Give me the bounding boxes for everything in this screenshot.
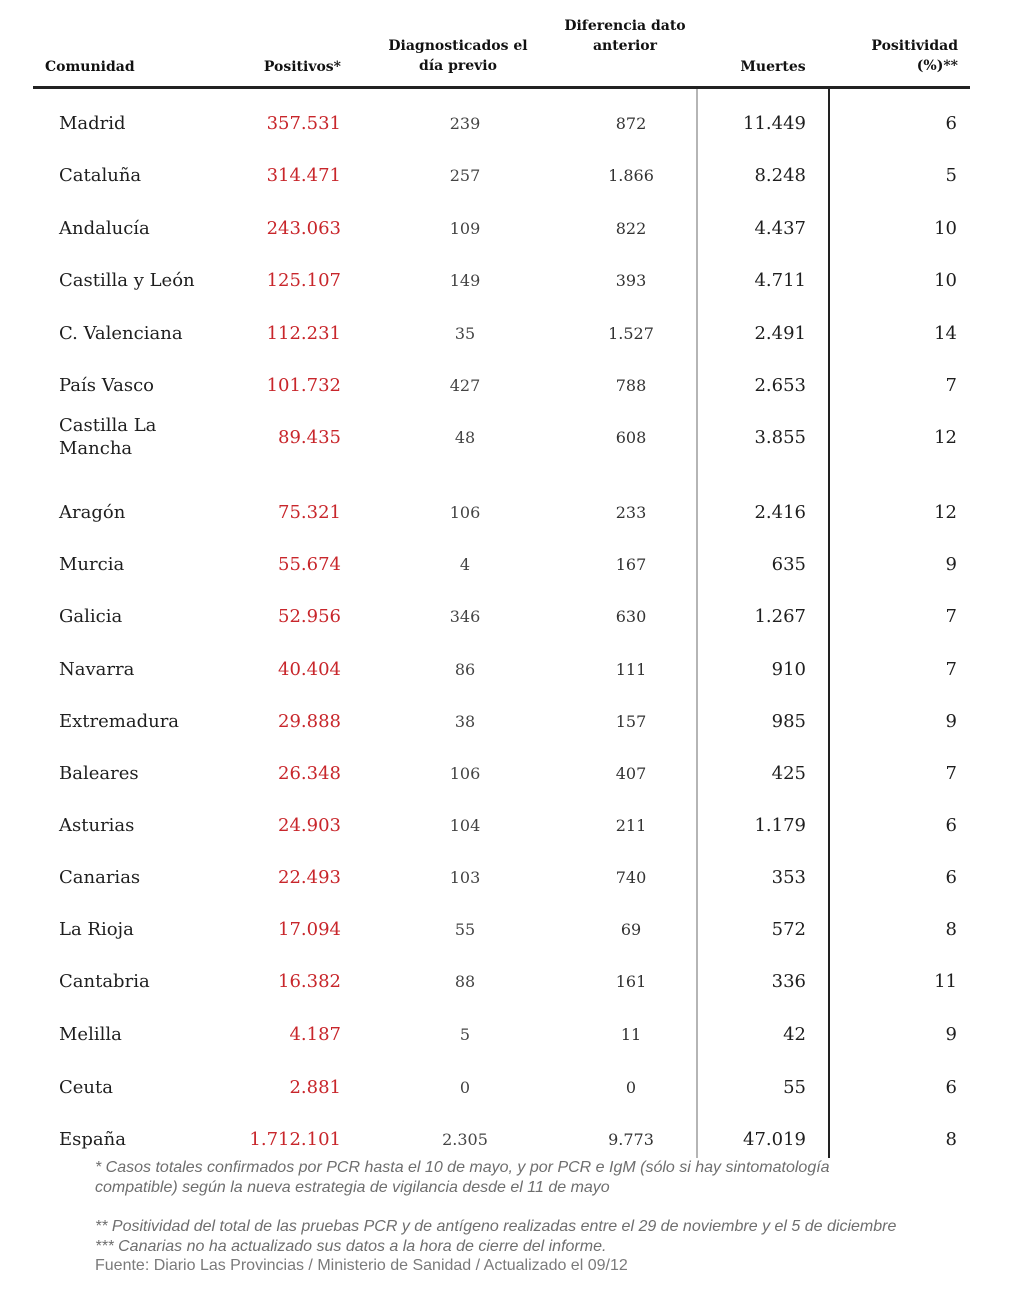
row-diagnosticados: 0 — [459, 1078, 471, 1097]
row-muertes: 42 — [783, 1024, 806, 1045]
header-positividad: Positividad (%)** — [871, 38, 958, 74]
row-diagnosticados: 5 — [459, 1025, 471, 1044]
header-muertes: Muertes — [740, 59, 806, 75]
row-diferencia: 233 — [615, 503, 647, 522]
row-diferencia: 872 — [615, 114, 647, 133]
row-diferencia: 0 — [625, 1078, 637, 1097]
row-comunidad: Cantabria — [59, 971, 150, 992]
row-diagnosticados: 346 — [449, 607, 481, 626]
header-diagnosticados: Diagnosticados el día previo — [388, 38, 528, 74]
row-comunidad: Murcia — [59, 554, 125, 575]
row-comunidad: Cataluña — [59, 165, 142, 186]
row-positivos: 75.321 — [278, 502, 341, 523]
row-positivos: 125.107 — [266, 270, 341, 291]
row-positivos: 55.674 — [278, 554, 341, 575]
row-positividad: 6 — [945, 867, 957, 888]
row-diferencia: 1.866 — [608, 166, 654, 185]
row-positividad: 14 — [934, 323, 957, 344]
row-positividad: 9 — [945, 711, 957, 732]
row-diferencia: 393 — [615, 271, 647, 290]
row-diagnosticados: 104 — [449, 816, 481, 835]
row-diagnosticados: 257 — [449, 166, 481, 185]
column-divider-black — [828, 89, 830, 1158]
row-positivos: 112.231 — [266, 323, 341, 344]
row-comunidad: Castilla y León — [59, 270, 195, 291]
row-diagnosticados: 427 — [449, 376, 481, 395]
row-muertes: 336 — [771, 971, 806, 992]
row-positivos: 357.531 — [266, 113, 341, 134]
row-comunidad: Asturias — [59, 815, 135, 836]
row-positividad: 7 — [945, 375, 957, 396]
row-muertes: 910 — [771, 659, 806, 680]
source-line: Fuente: Diario Las Provincias / Ministerio de Sanidad / Actualizado el 09/12 — [95, 1257, 628, 1274]
row-diagnosticados: 2.305 — [442, 1130, 488, 1149]
footnote-2: ** Positividad del total de las pruebas PCR y de antígeno realizadas entre el 29 de noviembre y el 5 de diciembre — [95, 1218, 897, 1235]
row-diferencia: 211 — [615, 816, 647, 835]
footnote-1: * Casos totales confirmados por PCR hasta el 10 de mayo, y por PCR e IgM (sólo si hay sintomatología compatible) según la nueva estrategia de vigilancia desde el 11 de mayo — [95, 1159, 830, 1196]
row-positividad: 12 — [934, 427, 957, 448]
row-muertes: 985 — [771, 711, 806, 732]
row-positivos: 16.382 — [278, 971, 341, 992]
row-positividad: 12 — [934, 502, 957, 523]
row-diferencia: 1.527 — [608, 324, 654, 343]
row-diferencia: 111 — [615, 660, 647, 679]
row-diagnosticados: 86 — [454, 660, 476, 679]
row-diferencia: 157 — [615, 712, 647, 731]
row-diagnosticados: 48 — [454, 428, 476, 447]
row-comunidad: Castilla La Mancha — [59, 415, 157, 459]
row-diferencia: 161 — [615, 972, 647, 991]
footnotes — [95, 1158, 915, 1276]
row-positivos: 89.435 — [278, 427, 341, 448]
row-muertes: 11.449 — [743, 113, 806, 134]
row-comunidad: Canarias — [59, 867, 141, 888]
row-diferencia: 69 — [620, 920, 642, 939]
row-diagnosticados: 103 — [449, 868, 481, 887]
row-diferencia: 167 — [615, 555, 647, 574]
row-positivos: 314.471 — [266, 165, 341, 186]
row-diagnosticados: 106 — [449, 764, 481, 783]
row-comunidad: Baleares — [59, 763, 139, 784]
row-positividad: 6 — [945, 815, 957, 836]
header-positivos: Positivos* — [263, 59, 341, 75]
row-positivos: 22.493 — [278, 867, 341, 888]
table-header — [0, 0, 1014, 90]
row-positividad: 9 — [945, 1024, 957, 1045]
footnote-3: *** Canarias no ha actualizado sus datos a la hora de cierre del informe. — [95, 1237, 607, 1255]
row-muertes: 4.437 — [754, 218, 806, 239]
row-positividad: 9 — [945, 554, 957, 575]
row-positivos: 4.187 — [289, 1024, 341, 1045]
row-diferencia: 788 — [615, 376, 647, 395]
row-positivos: 1.712.101 — [249, 1129, 341, 1150]
row-muertes: 3.855 — [754, 427, 806, 448]
row-positividad: 8 — [945, 1129, 957, 1150]
row-positividad: 7 — [945, 659, 957, 680]
row-positividad: 8 — [945, 919, 957, 940]
row-positividad: 6 — [945, 113, 957, 134]
row-muertes: 4.711 — [754, 270, 806, 291]
row-positivos: 2.881 — [289, 1077, 341, 1098]
row-positividad: 6 — [945, 1077, 957, 1098]
row-comunidad: Aragón — [59, 502, 126, 523]
row-positivos: 29.888 — [278, 711, 341, 732]
row-diagnosticados: 35 — [454, 324, 476, 343]
row-diferencia: 630 — [615, 607, 647, 626]
header-diferencia: Diferencia dato anterior — [564, 18, 686, 54]
row-comunidad: C. Valenciana — [59, 323, 183, 344]
row-muertes: 353 — [771, 867, 806, 888]
row-muertes: 2.491 — [754, 323, 806, 344]
row-muertes: 572 — [771, 919, 806, 940]
row-positivos: 52.956 — [278, 606, 341, 627]
row-diferencia: 407 — [615, 764, 647, 783]
row-muertes: 1.179 — [754, 815, 806, 836]
row-comunidad: Extremadura — [59, 711, 180, 732]
row-diagnosticados: 109 — [449, 219, 481, 238]
row-positivos: 40.404 — [278, 659, 341, 680]
row-positivos: 24.903 — [278, 815, 341, 836]
row-diagnosticados: 106 — [449, 503, 481, 522]
row-positividad: 10 — [934, 270, 957, 291]
row-muertes: 425 — [771, 763, 806, 784]
row-comunidad: Galicia — [59, 606, 123, 627]
row-positividad: 7 — [945, 763, 957, 784]
row-muertes: 635 — [771, 554, 806, 575]
row-muertes: 1.267 — [754, 606, 806, 627]
row-diagnosticados: 4 — [459, 555, 471, 574]
row-muertes: 55 — [783, 1077, 806, 1098]
row-diferencia: 740 — [615, 868, 647, 887]
row-diferencia: 608 — [615, 428, 647, 447]
header-comunidad: Comunidad — [45, 59, 135, 75]
row-muertes: 47.019 — [743, 1129, 806, 1150]
row-muertes: 2.416 — [754, 502, 806, 523]
row-positividad: 7 — [945, 606, 957, 627]
row-positivos: 26.348 — [278, 763, 341, 784]
row-positividad: 5 — [945, 165, 957, 186]
row-comunidad: Melilla — [59, 1024, 122, 1045]
row-comunidad: España — [59, 1129, 126, 1150]
row-comunidad: Ceuta — [59, 1077, 113, 1098]
row-diagnosticados: 88 — [454, 972, 476, 991]
row-muertes: 2.653 — [754, 375, 806, 396]
row-positividad: 10 — [934, 218, 957, 239]
row-diagnosticados: 149 — [449, 271, 481, 290]
row-comunidad: Navarra — [59, 659, 135, 680]
row-positivos: 243.063 — [266, 218, 341, 239]
row-diagnosticados: 55 — [454, 920, 476, 939]
row-diagnosticados: 38 — [454, 712, 476, 731]
row-comunidad: La Rioja — [59, 919, 134, 940]
row-positivos: 101.732 — [266, 375, 341, 396]
row-diferencia: 822 — [615, 219, 647, 238]
row-comunidad: Madrid — [59, 113, 126, 134]
row-muertes: 8.248 — [754, 165, 806, 186]
row-comunidad: País Vasco — [59, 375, 154, 396]
row-comunidad: Andalucía — [59, 218, 150, 239]
row-positivos: 17.094 — [278, 919, 341, 940]
row-diferencia: 9.773 — [608, 1130, 654, 1149]
row-positividad: 11 — [934, 971, 957, 992]
row-diagnosticados: 239 — [449, 114, 481, 133]
row-diferencia: 11 — [620, 1025, 642, 1044]
